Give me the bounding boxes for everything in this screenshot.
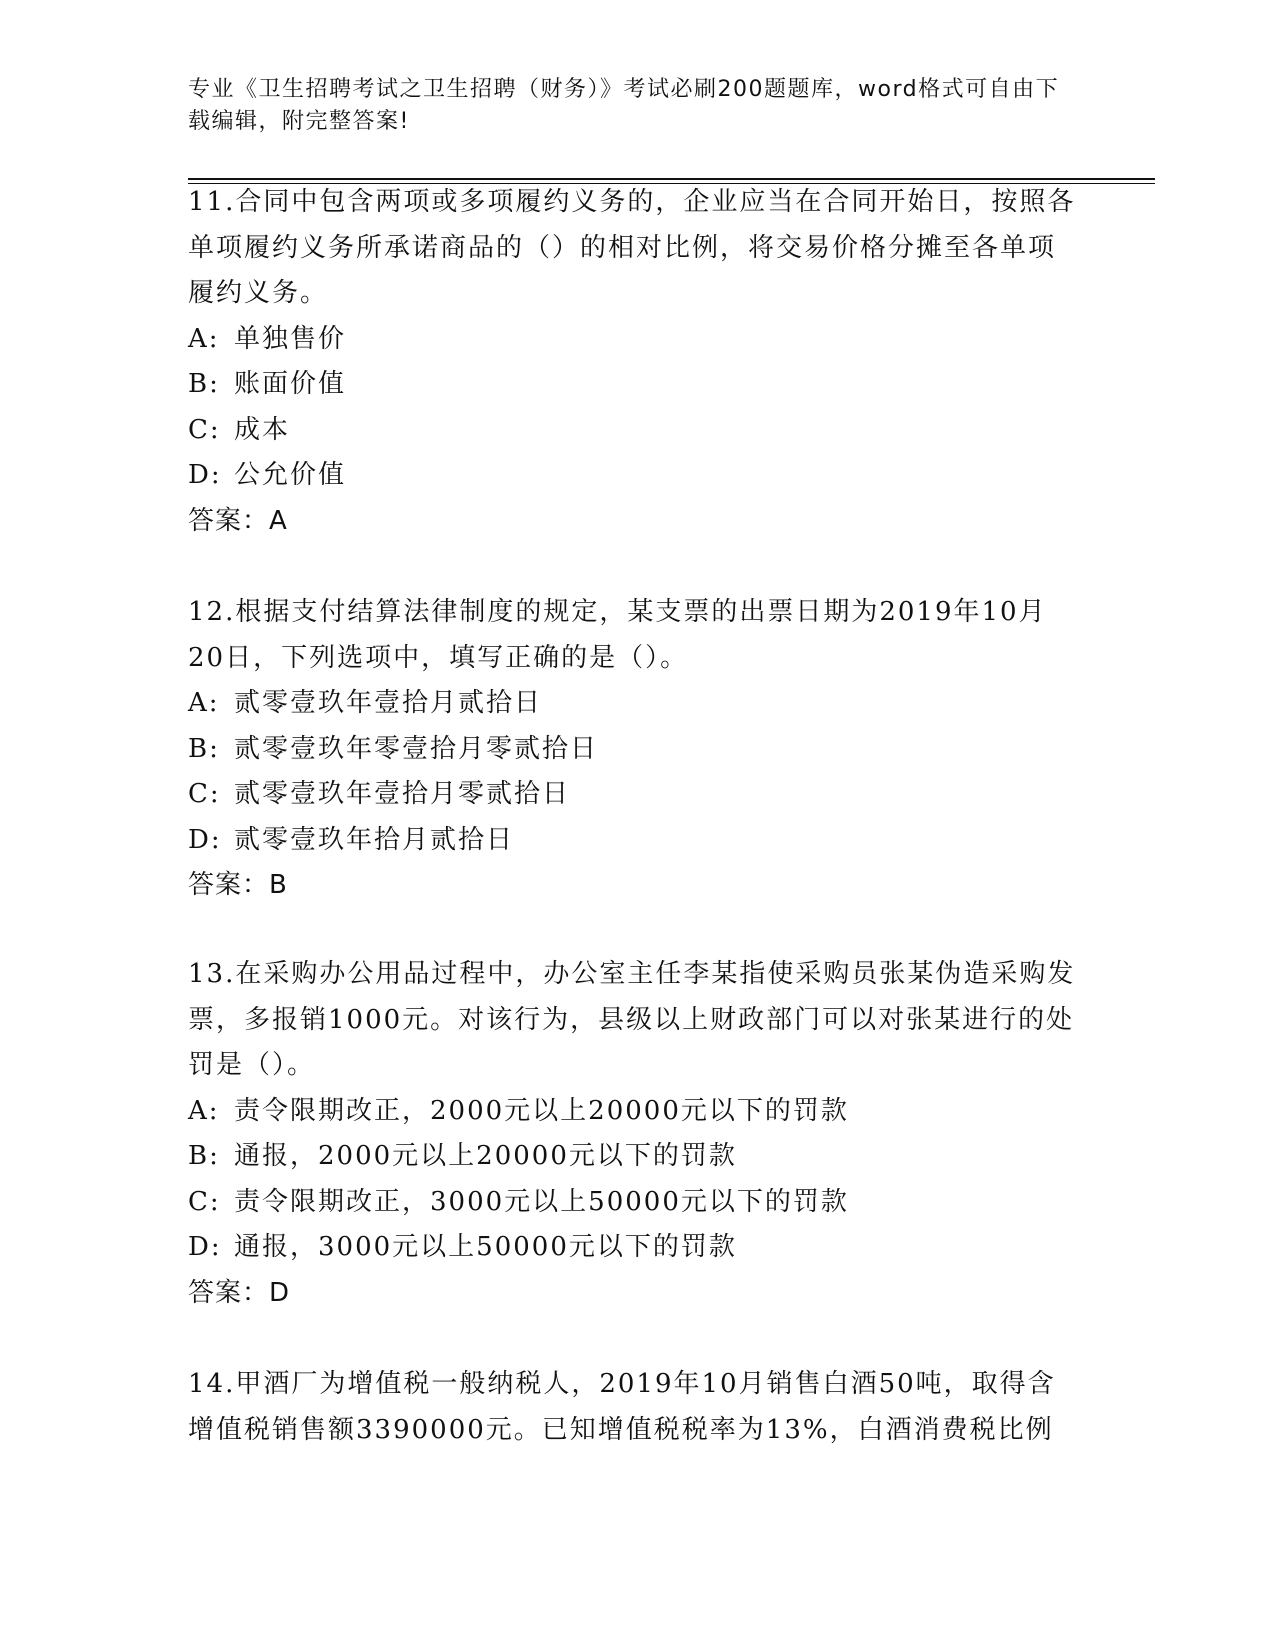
document-header: 专业《卫生招聘考试之卫生招聘（财务）》考试必刷200题题库，word格式可自由下载编辑，附完整答案!	[188, 77, 1060, 134]
option-letter: C:	[188, 1186, 221, 1217]
option-text: 单独售价	[234, 323, 347, 354]
option-d	[188, 818, 1078, 864]
option-letter: B:	[188, 1141, 220, 1171]
option-a	[188, 1089, 1078, 1135]
option-d	[188, 1225, 1078, 1271]
answer-label: 答案：D	[188, 1277, 291, 1308]
question-14	[188, 1362, 1078, 1453]
option-a	[188, 317, 1078, 363]
option-text: 通报，2000元以上20000元以下的罚款	[234, 1141, 737, 1171]
option-letter: D:	[188, 824, 222, 855]
option-letter: C:	[188, 414, 221, 445]
question-13	[188, 952, 1078, 1316]
option-c	[188, 1180, 1078, 1226]
option-text: 公允价值	[234, 460, 347, 490]
option-text: 账面价值	[234, 369, 347, 399]
option-c	[188, 408, 1078, 454]
option-text: 贰零壹玖年壹拾月贰拾日	[234, 688, 543, 718]
question-11	[188, 180, 1078, 544]
option-text: 贰零壹玖年拾月贰拾日	[234, 824, 515, 855]
question-stem: 13.在采购办公用品过程中，办公室主任李某指使采购员张某伪造采购发票，多报销1000元。对该行为，县级以上财政部门可以对张某进行的处罚是（）。	[188, 959, 1076, 1080]
question-stem: 14.甲酒厂为增值税一般纳税人，2019年10月销售白酒50吨，取得含增值税销售额3390000元。已知增值税税率为13%，白酒消费税比例	[188, 1369, 1056, 1445]
option-letter: B:	[188, 369, 220, 399]
option-b	[188, 362, 1078, 408]
option-a	[188, 681, 1078, 727]
question-stem: 11.合同中包含两项或多项履约义务的，企业应当在合同开始日，按照各单项履约义务所承诺商品的（）的相对比例，将交易价格分摊至各单项履约义务。	[188, 187, 1076, 308]
question-stem: 12.根据支付结算法律制度的规定，某支票的出票日期为2019年10月20日，下列选项中，填写正确的是（）。	[188, 597, 1047, 673]
option-c	[188, 772, 1078, 818]
option-letter: A:	[188, 323, 220, 354]
option-letter: A:	[188, 1095, 220, 1126]
option-text: 贰零壹玖年零壹拾月零贰拾日	[234, 733, 599, 764]
option-letter: D:	[188, 460, 222, 490]
option-letter: B:	[188, 733, 220, 764]
option-d	[188, 453, 1078, 499]
option-letter: C:	[188, 779, 221, 809]
option-text: 通报，3000元以上50000元以下的罚款	[234, 1232, 737, 1262]
option-b	[188, 1134, 1078, 1180]
option-letter: A:	[188, 688, 220, 718]
option-text: 成本	[234, 414, 291, 445]
option-letter: D:	[188, 1232, 222, 1262]
answer-label: 答案：A	[188, 505, 288, 536]
option-text: 责令限期改正，3000元以上50000元以下的罚款	[234, 1186, 849, 1217]
option-text: 责令限期改正，2000元以上20000元以下的罚款	[234, 1095, 849, 1126]
question-12	[188, 590, 1078, 909]
option-b	[188, 727, 1078, 773]
answer-label: 答案：B	[188, 870, 288, 900]
option-text: 贰零壹玖年壹拾月零贰拾日	[234, 779, 571, 809]
